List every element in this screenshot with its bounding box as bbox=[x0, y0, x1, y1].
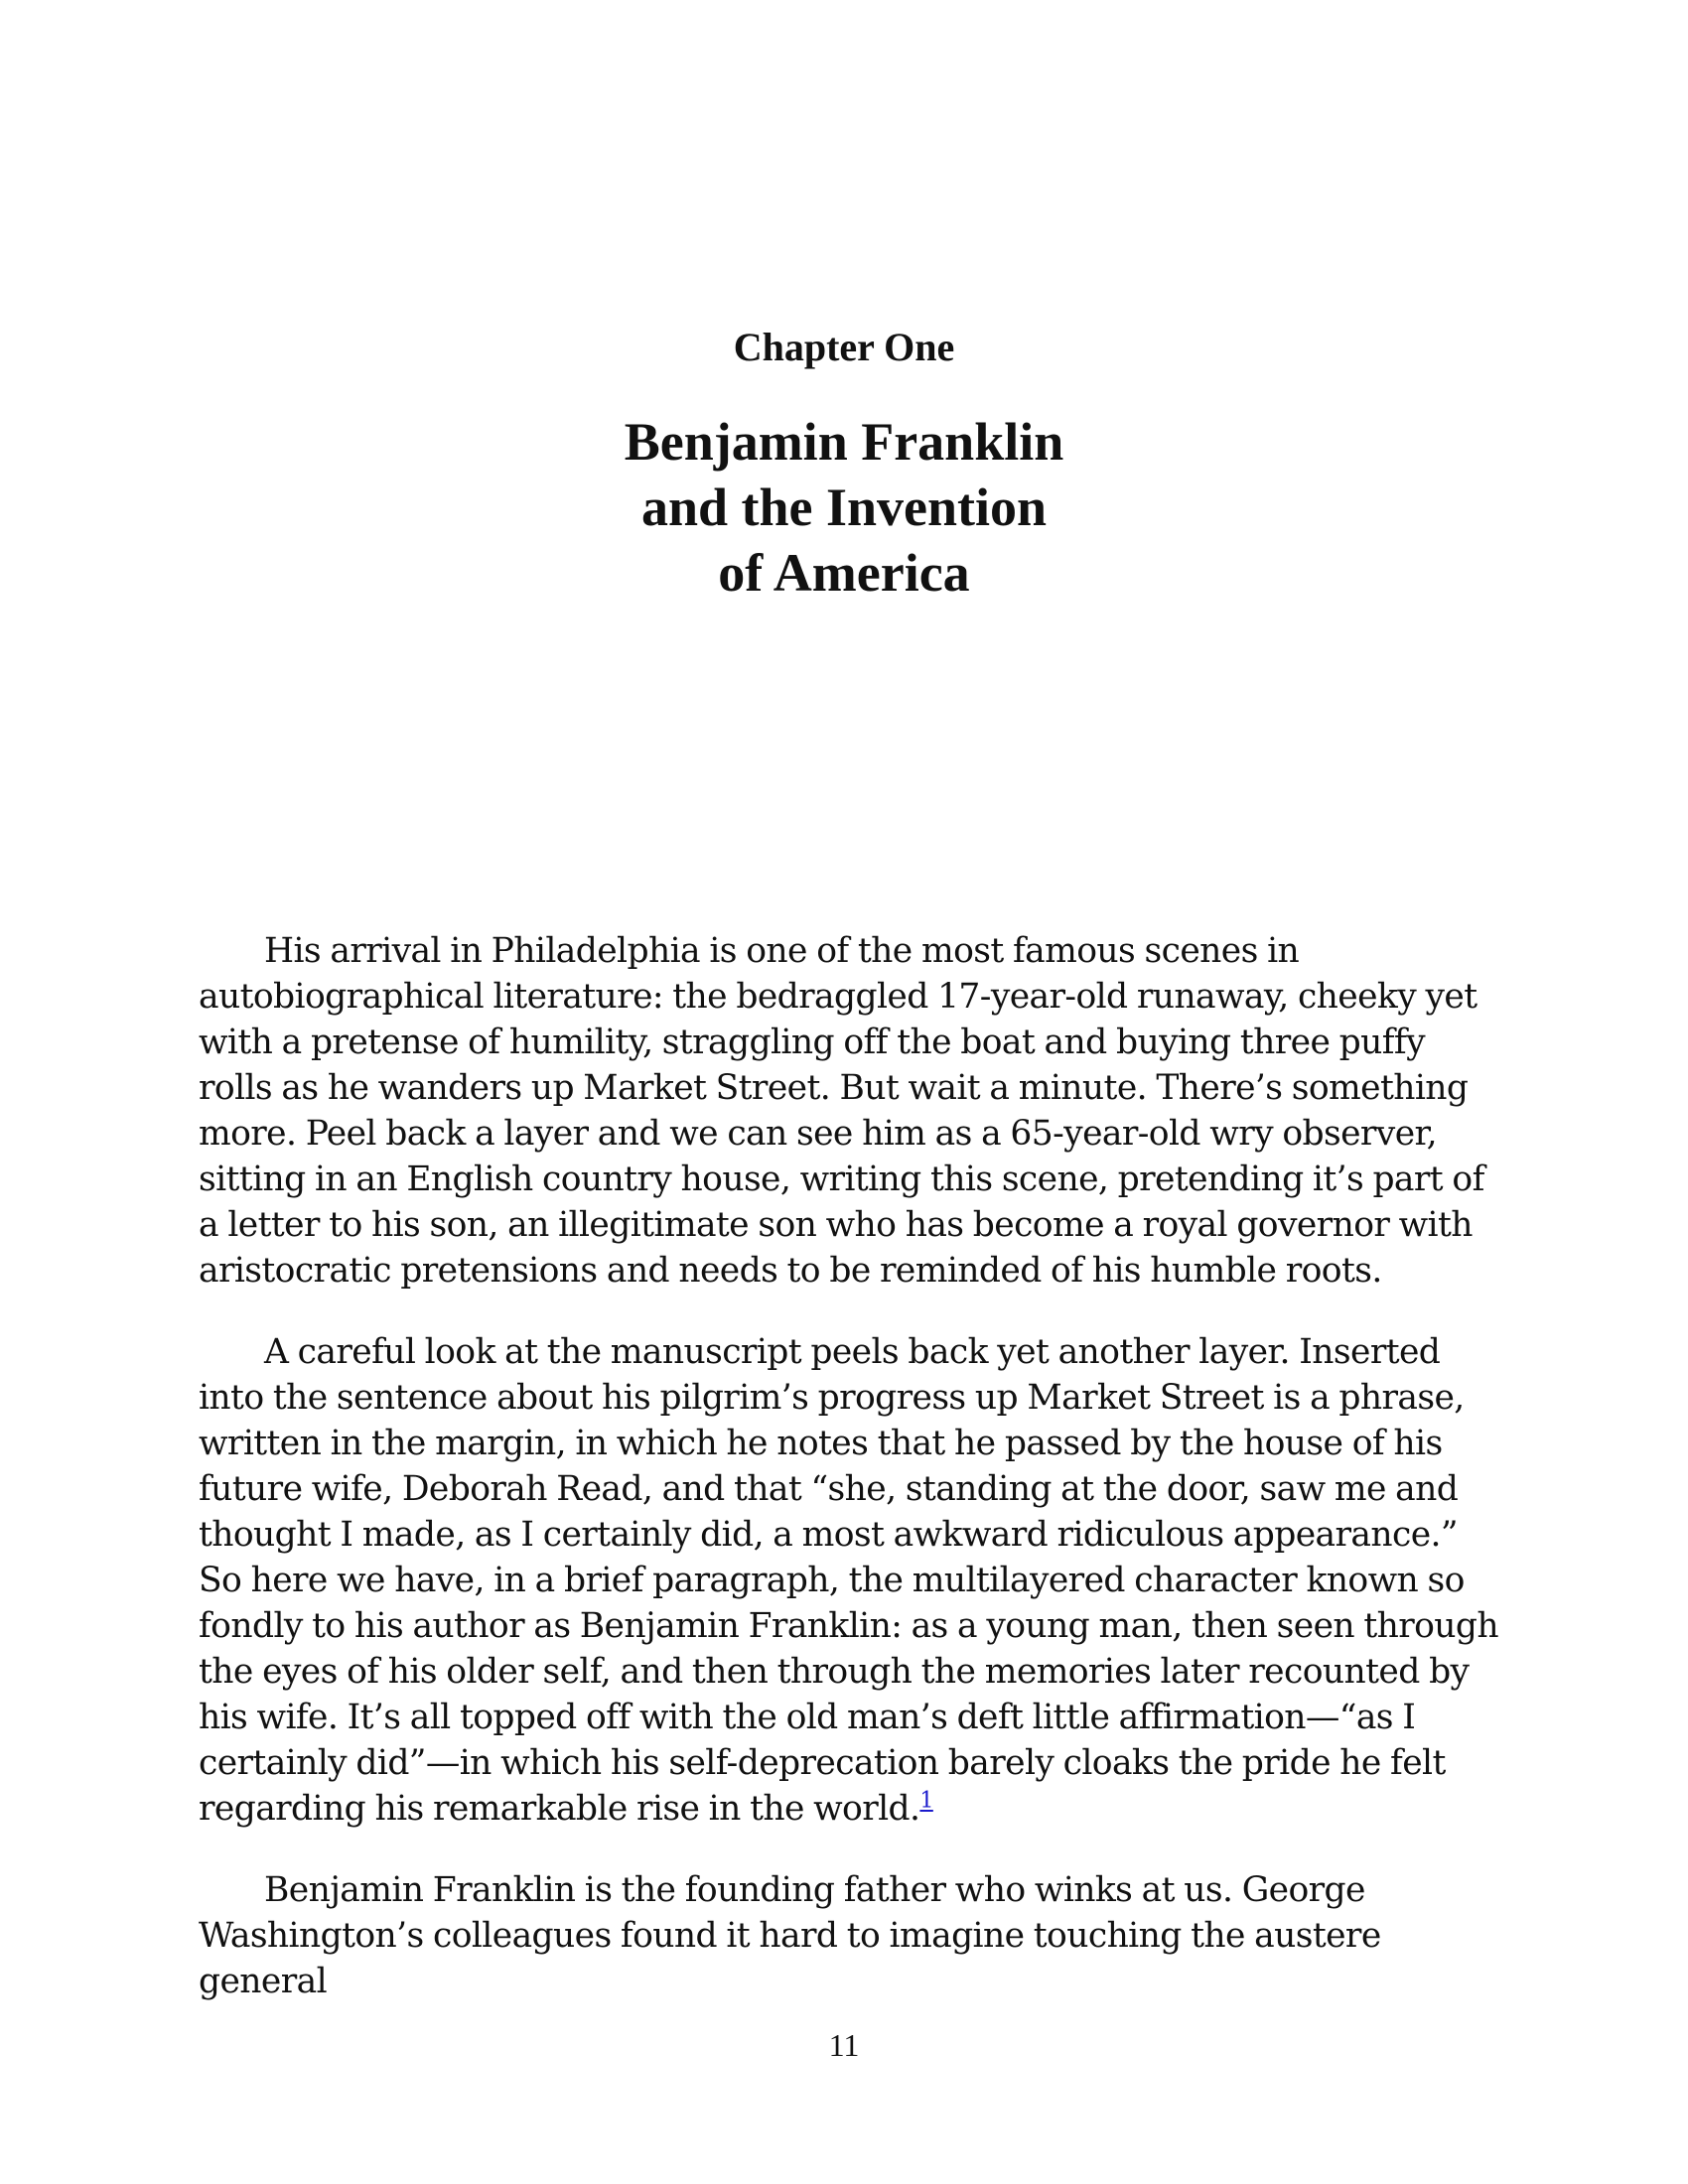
body-text bbox=[199, 928, 1499, 2040]
chapter-title-line-2: and the Invention bbox=[640, 478, 1048, 537]
paragraph-1-text: His arrival in Philadelphia is one of the most famous scenes in autobiographical literature: the bedraggled 17-year-old runaway, cheeky yet with a pretense of humility, straggling off the boat and buying three puffy rolls as he wanders up Market Street. But wait a minute. There’s something more. Peel back a layer and we can see him as a 65-year-old wry observer, sitting in an English country house, writing this scene, pretending it’s part of a letter to his son, an illegitimate son who has become a royal governor with aristocratic pretensions and needs to be reminded of his humble roots. bbox=[199, 931, 1484, 1291]
footnote-link-1[interactable]: 1 bbox=[919, 1788, 933, 1814]
paragraph-2-text: A careful look at the manuscript peels back yet another layer. Inserted into the sentence about his pilgrim’s progress up Market Street is a phrase, written in the margin, in which he notes that he passed by the house of his future wife, Deborah Read, and that “she, standing at the door, saw me and thought I made, as I certainly did, a most awkward ridiculous appearance.” So here we have, in a brief paragraph, the multilayered character known so fondly to his author as Benjamin Franklin: as a young man, then seen through the eyes of his older self, and then through the memories later recounted by his wife. It’s all topped off with the old man’s deft little affirmation—“as I certainly did”—in which his self-deprecation barely cloaks the pride he felt regarding his remarkable rise in the world. bbox=[199, 1332, 1499, 1829]
paragraph-2 bbox=[199, 1329, 1499, 1832]
chapter-title-line-3: of America bbox=[718, 543, 970, 603]
paragraph-3 bbox=[199, 1867, 1499, 2004]
paragraph-3-text: Benjamin Franklin is the founding father who winks at us. George Washington’s colleagues found it hard to imagine touching the austere general bbox=[199, 1870, 1381, 2001]
chapter-title bbox=[0, 409, 1688, 606]
paragraph-1 bbox=[199, 928, 1499, 1294]
page-number: 11 bbox=[828, 2027, 860, 2063]
chapter-title-line-1: Benjamin Franklin bbox=[624, 412, 1064, 472]
chapter-label: Chapter One bbox=[733, 325, 955, 369]
